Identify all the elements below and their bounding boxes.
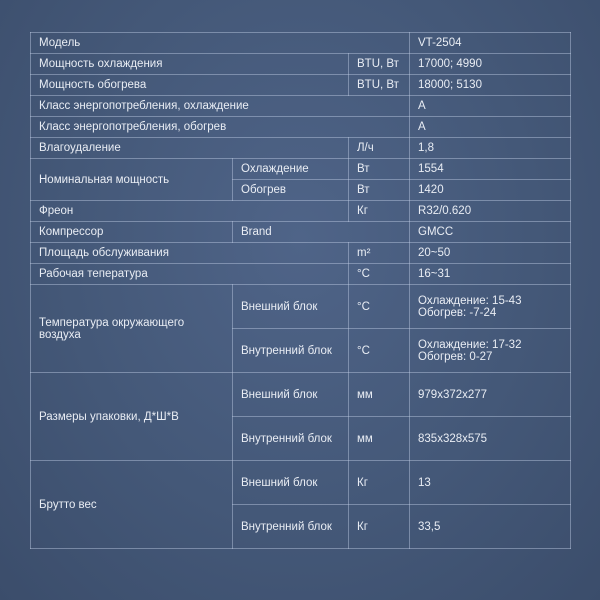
table-row-ambient-temp-outdoor [31,285,571,329]
model-value: VT-2504 [410,33,571,54]
dehumidification-unit: Л/ч [349,138,410,159]
table-row-working-temp [31,264,571,285]
gross-weight-outdoor-label: Внешний блок [233,461,349,505]
refrigerant-label: Фреон [31,201,349,222]
ambient-temp-indoor-value [410,329,571,373]
compressor-brand-label: Brand [233,222,410,243]
working-temp-label: Рабочая тепература [31,264,349,285]
package-size-outdoor-label: Внешний блок [233,373,349,417]
table-row-cooling-power [31,54,571,75]
working-temp-value: 16~31 [410,264,571,285]
compressor-label: Компрессор [31,222,233,243]
table-row-dehumidification [31,138,571,159]
gross-weight-indoor-label: Внутренний блок [233,505,349,549]
ambient-temp-indoor-cooling: Охлаждение: 17-32 [418,338,522,351]
package-size-indoor-value: 835x328x575 [410,417,571,461]
table-row-gross-weight-outdoor [31,461,571,505]
ambient-temp-outdoor-value [410,285,571,329]
gross-weight-outdoor-value: 13 [410,461,571,505]
table-row-package-size-outdoor [31,373,571,417]
gross-weight-label: Брутто вес [31,461,233,549]
model-label: Модель [31,33,410,54]
table-row-refrigerant [31,201,571,222]
table-row-service-area [31,243,571,264]
ambient-temp-outdoor-heating: Обогрев: -7-24 [418,306,497,319]
ambient-temp-label: Температура окружающего воздуха [31,285,233,373]
nominal-power-heating-label: Обогрев [233,180,349,201]
table-row-heating-power [31,75,571,96]
ambient-temp-outdoor-label: Внешний блок [233,285,349,329]
service-area-unit: m² [349,243,410,264]
cooling-power-value: 17000; 4990 [410,54,571,75]
cooling-power-unit: BTU, Вт [349,54,410,75]
table-row-energy-class-heating [31,117,571,138]
heating-power-unit: BTU, Вт [349,75,410,96]
nominal-power-cooling-unit: Вт [349,159,410,180]
nominal-power-cooling-value: 1554 [410,159,571,180]
gross-weight-outdoor-unit: Кг [349,461,410,505]
table-row-nominal-power-cooling [31,159,571,180]
package-size-indoor-unit: мм [349,417,410,461]
table-row-compressor [31,222,571,243]
nominal-power-cooling-label: Охлаждение [233,159,349,180]
table-row-energy-class-cooling [31,96,571,117]
ambient-temp-indoor-heating: Обогрев: 0-27 [418,350,493,363]
package-size-indoor-label: Внутренний блок [233,417,349,461]
cooling-power-label: Мощность охлаждения [31,54,349,75]
service-area-label: Площадь обслуживания [31,243,349,264]
ambient-temp-indoor-unit: °C [349,329,410,373]
refrigerant-unit: Кг [349,201,410,222]
energy-class-cooling-label: Класс энергопотребления, охлаждение [31,96,410,117]
ambient-temp-outdoor-unit: °C [349,285,410,329]
heating-power-label: Мощность обогрева [31,75,349,96]
spec-table [30,32,571,549]
package-size-outdoor-unit: мм [349,373,410,417]
table-row-model [31,33,571,54]
refrigerant-value: R32/0.620 [410,201,571,222]
service-area-value: 20~50 [410,243,571,264]
compressor-value: GMCC [410,222,571,243]
nominal-power-heating-unit: Вт [349,180,410,201]
working-temp-unit: °C [349,264,410,285]
nominal-power-heating-value: 1420 [410,180,571,201]
gross-weight-indoor-value: 33,5 [410,505,571,549]
package-size-outdoor-value: 979x372x277 [410,373,571,417]
dehumidification-label: Влагоудаление [31,138,349,159]
energy-class-heating-label: Класс энергопотребления, обогрев [31,117,410,138]
ambient-temp-outdoor-cooling: Охлаждение: 15-43 [418,294,522,307]
ambient-temp-indoor-label: Внутренний блок [233,329,349,373]
package-size-label: Размеры упаковки, Д*Ш*В [31,373,233,461]
gross-weight-indoor-unit: Кг [349,505,410,549]
heating-power-value: 18000; 5130 [410,75,571,96]
energy-class-cooling-value: A [410,96,571,117]
energy-class-heating-value: A [410,117,571,138]
dehumidification-value: 1,8 [410,138,571,159]
nominal-power-label: Номинальная мощность [31,159,233,201]
